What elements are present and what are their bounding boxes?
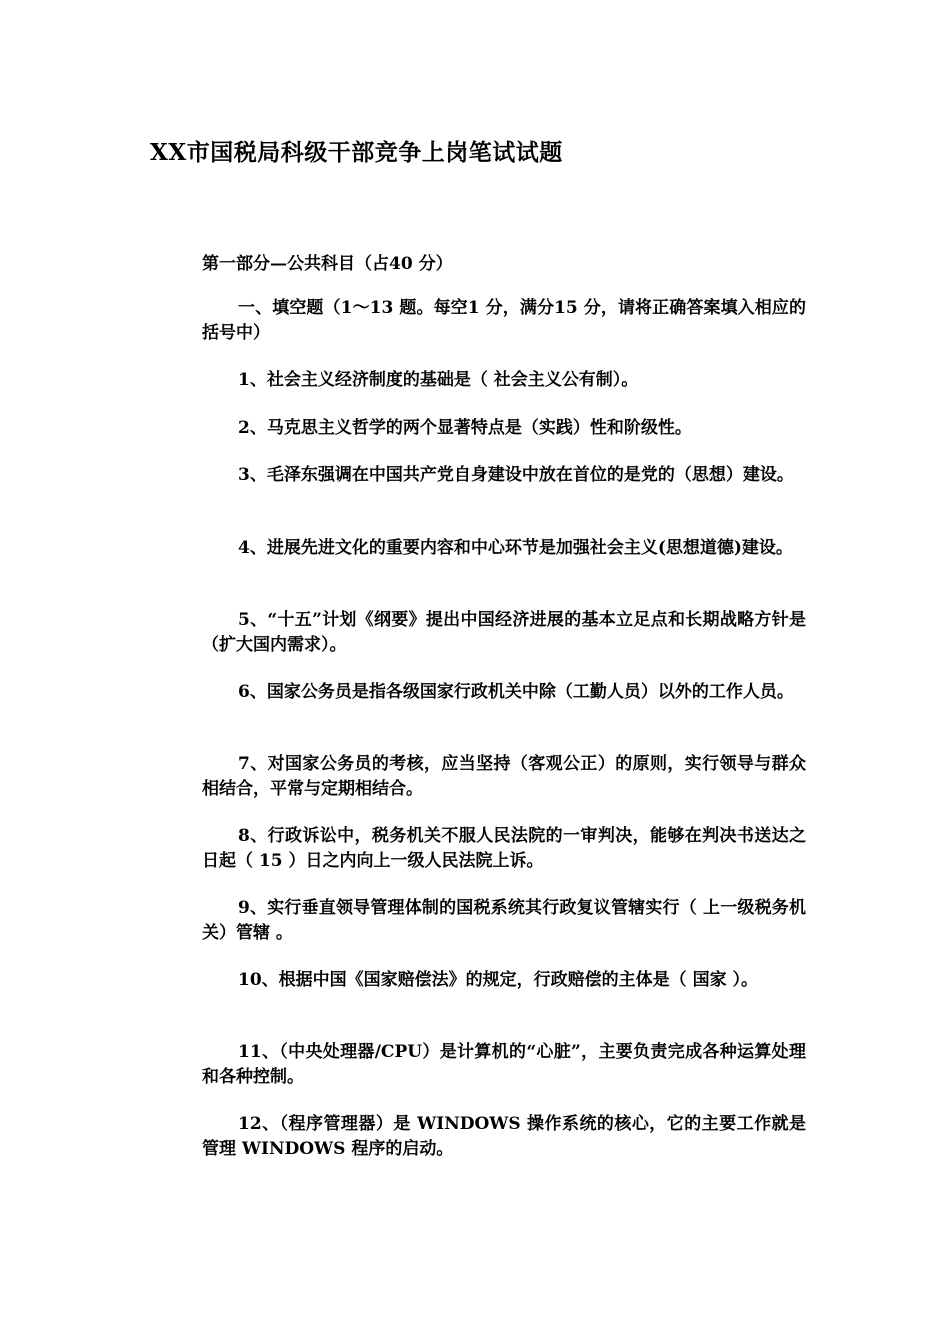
instruction-paragraph: 一、填空题（1～13 题。每空1 分，满分15 分，请将正确答案填入相应的括号中）	[202, 298, 806, 343]
question-6: 6、国家公务员是指各级国家行政机关中除（工勤人员）以外的工作人员。	[238, 682, 794, 702]
question-5: 5、“十五”计划《纲要》提出中国经济进展的基本立足点和长期战略方针是（扩大国内需求）。	[202, 610, 806, 655]
question-11: 11、（中央处理器/CPU）是计算机的“心脏”，主要负责完成各种运算处理和各种控制。	[202, 1042, 806, 1087]
question-1: 1、社会主义经济制度的基础是（ 社会主义公有制）。	[238, 370, 639, 390]
question-12: 12、（程序管理器）是 WINDOWS 操作系统的核心，它的主要工作就是管理 WINDOWS 程序的启动。	[202, 1114, 806, 1159]
question-9: 9、实行垂直领导管理体制的国税系统其行政复议管辖实行（ 上一级税务机关）管辖 。	[202, 898, 806, 943]
question-7: 7、对国家公务员的考核，应当坚持（客观公正）的原则，实行领导与群众相结合，平常与定期相结合。	[202, 754, 806, 799]
section-heading: 第一部分—公共科目（占40 分）	[202, 254, 453, 274]
document-title: XX市国税局科级干部竞争上岗笔试试题	[150, 139, 563, 166]
question-8: 8、行政诉讼中，税务机关不服人民法院的一审判决，能够在判决书送达之日起（ 15 ）日之内向上一级人民法院上诉。	[202, 826, 806, 871]
question-10: 10、根据中国《国家赔偿法》的规定，行政赔偿的主体是（ 国家 ）。	[238, 970, 758, 990]
question-4: 4、进展先进文化的重要内容和中心环节是加强社会主义(思想道德)建设。	[238, 538, 793, 558]
question-3: 3、毛泽东强调在中国共产党自身建设中放在首位的是党的（思想）建设。	[238, 465, 794, 485]
question-2: 2、马克思主义哲学的两个显著特点是（实践）性和阶级性。	[238, 418, 692, 438]
